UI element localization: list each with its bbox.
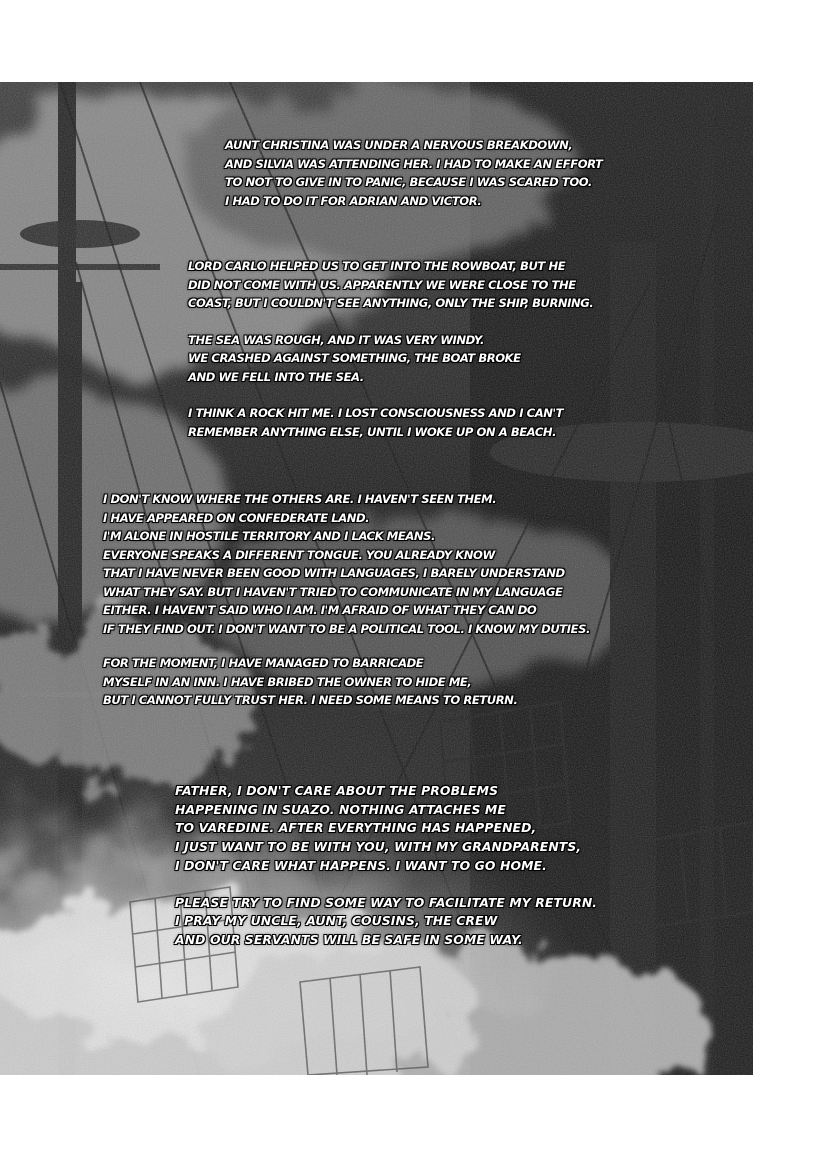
narration-line: REMEMBER ANYTHING ELSE, UNTIL I WOKE UP ON A BEACH. (188, 424, 557, 439)
narration-line: TO NOT TO GIVE IN TO PANIC, BECAUSE I WAS SCARED TOO. (225, 175, 592, 189)
comic-panel (0, 82, 753, 1075)
narration-paragraph (225, 136, 603, 210)
narration-line: AND OUR SERVANTS WILL BE SAFE IN SOME WAY. (175, 931, 523, 947)
narration-line: THAT I HAVE NEVER BEEN GOOD WITH LANGUAGES, I BARELY UNDERSTAND (103, 566, 565, 580)
narration-block-breakdown (225, 136, 603, 224)
narration-line: I THINK A ROCK HIT ME. I LOST CONSCIOUSNESS AND I CAN'T (188, 406, 564, 420)
narration-block-letter-to-father (175, 782, 597, 964)
narration-line: TO VAREDINE. AFTER EVERYTHING HAS HAPPENED, (175, 820, 537, 836)
narration-block-confederate-land (103, 490, 590, 724)
narration-line: EITHER. I HAVEN'T SAID WHO I AM. I'M AFRAID OF WHAT THEY CAN DO (103, 603, 537, 617)
narration-line: WHAT THEY SAY. BUT I HAVEN'T TRIED TO COMMUNICATE IN MY LANGUAGE (103, 584, 563, 599)
narration-line: I HAD TO DO IT FOR ADRIAN AND VICTOR. (225, 193, 482, 208)
narration-line: I JUST WANT TO BE WITH YOU, WITH MY GRANDPARENTS, (175, 839, 582, 855)
narration-line: WE CRASHED AGAINST SOMETHING, THE BOAT BROKE (188, 351, 521, 365)
narration-paragraph (103, 654, 590, 710)
narration-line: BUT I CANNOT FULLY TRUST HER. I NEED SOME MEANS TO RETURN. (103, 693, 518, 707)
narration-paragraph (175, 894, 597, 950)
narration-line: MYSELF IN AN INN. I HAVE BRIBED THE OWNER TO HIDE ME, (103, 674, 472, 689)
narration-line: FATHER, I DON'T CARE ABOUT THE PROBLEMS (175, 783, 499, 798)
narration-block-rowboat (188, 257, 593, 455)
narration-line: FOR THE MOMENT, I HAVE MANAGED TO BARRICADE (103, 656, 424, 670)
narration-line: I HAVE APPEARED ON CONFEDERATE LAND. (103, 510, 370, 525)
narration-paragraph (188, 331, 593, 387)
narration-line: LORD CARLO HELPED US TO GET INTO THE ROWBOAT, BUT HE (188, 259, 566, 273)
narration-line: AND WE FELL INTO THE SEA. (188, 369, 364, 384)
narration-line: AND SILVIA WAS ATTENDING HER. I HAD TO MAKE AN EFFORT (225, 156, 603, 171)
narration-line: I PRAY MY UNCLE, AUNT, COUSINS, THE CREW (175, 913, 498, 929)
narration-paragraph (175, 782, 597, 876)
narration-line: IF THEY FIND OUT. I DON'T WANT TO BE A POLITICAL TOOL. I KNOW MY DUTIES. (103, 621, 590, 636)
narration-line: COAST, BUT I COULDN'T SEE ANYTHING, ONLY THE SHIP, BURNING. (188, 296, 594, 310)
narration-line: AUNT CHRISTINA WAS UNDER A NERVOUS BREAKDOWN, (225, 138, 573, 152)
narration-paragraph (188, 257, 593, 313)
narration-line: I'M ALONE IN HOSTILE TERRITORY AND I LACK MEANS. (103, 529, 435, 543)
narration-line: THE SEA WAS ROUGH, AND IT WAS VERY WINDY. (188, 332, 484, 347)
narration-line: PLEASE TRY TO FIND SOME WAY TO FACILITATE MY RETURN. (175, 894, 598, 910)
narration-line: I DON'T CARE WHAT HAPPENS. I WANT TO GO HOME. (175, 857, 547, 873)
narration-line: I DON'T KNOW WHERE THE OTHERS ARE. I HAVEN'T SEEN THEM. (103, 492, 497, 506)
narration-paragraph (188, 404, 593, 441)
narration-paragraph (103, 490, 590, 638)
narration-line: HAPPENING IN SUAZO. NOTHING ATTACHES ME (175, 801, 506, 817)
narration-line: DID NOT COME WITH US. APPARENTLY WE WERE CLOSE TO THE (188, 277, 576, 292)
narration-line: EVERYONE SPEAKS A DIFFERENT TONGUE. YOU ALREADY KNOW (103, 547, 495, 562)
